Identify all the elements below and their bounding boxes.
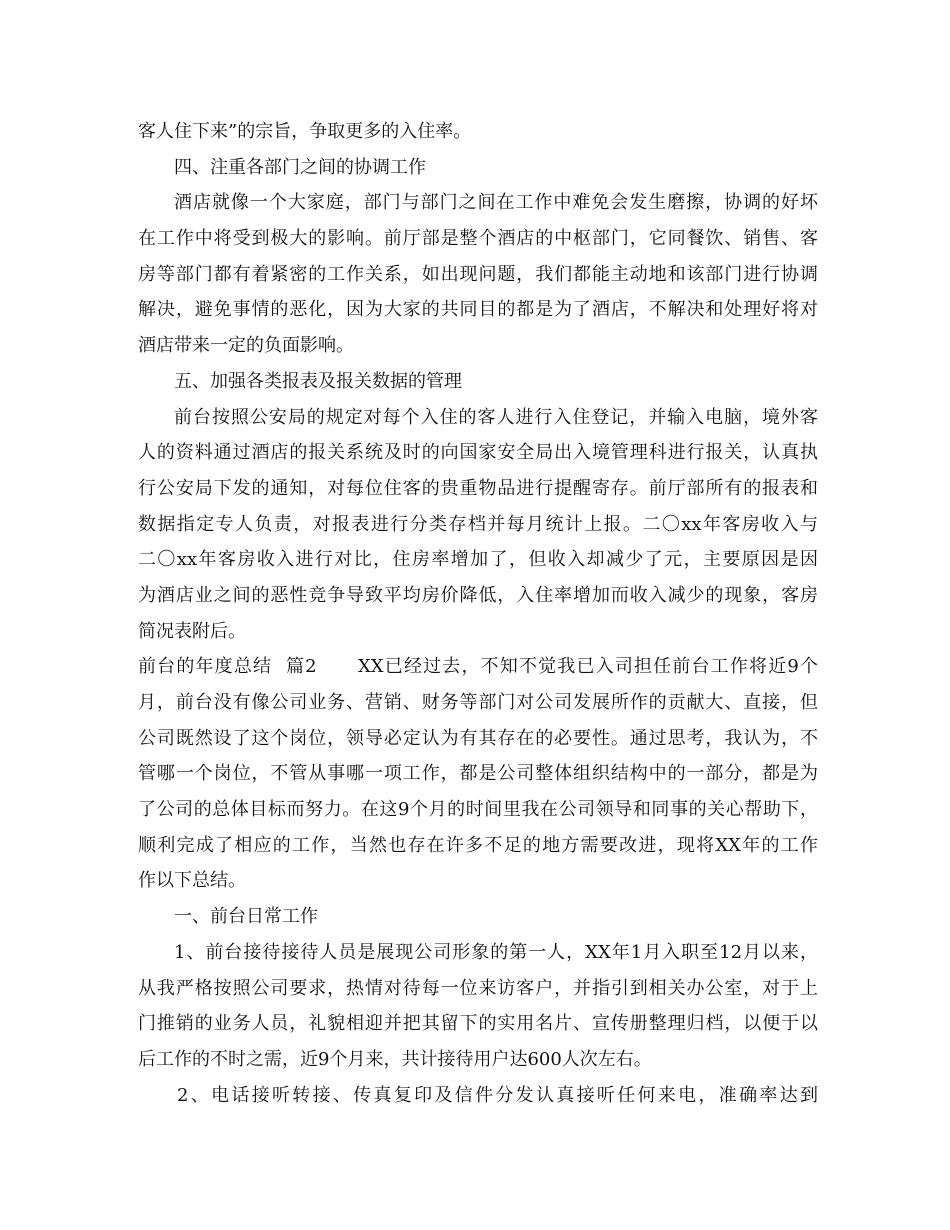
paragraph-line: 数据指定专人负责，对报表进行分类存档并每月统计上报。二〇xx年客房收入与 xyxy=(138,513,818,535)
paragraph-line: 酒店带来一定的负面影响。 xyxy=(138,335,354,357)
paragraph-line: 为酒店业之间的恶性竞争导致平均房价降低，入住率增加而收入减少的现象，客房 xyxy=(138,584,818,606)
paragraph-line: 酒店就像一个大家庭，部门与部门之间在工作中难免会发生磨擦，协调的好坏 xyxy=(174,192,818,214)
paragraph-line: 作以下总结。 xyxy=(138,870,246,892)
paragraph-line: 门推销的业务人员，礼貌相迎并把其留下的实用名片、宣传册整理归档，以便于以 xyxy=(138,1013,818,1035)
paragraph-line: 解决，避免事情的恶化，因为大家的共同目的都是为了酒店，不解决和处理好将对 xyxy=(138,299,818,321)
section-heading: 一、前台日常工作 xyxy=(174,906,318,928)
paragraph-line: 在工作中将受到极大的影响。前厅部是整个酒店的中枢部门，它同餐饮、销售、客 xyxy=(138,228,818,250)
paragraph-line: 人的资料通过酒店的报关系统及时的向国家安全局出入境管理科进行报关，认真执 xyxy=(138,442,818,464)
document-body xyxy=(138,114,818,1113)
paragraph-line: 房等部门都有着紧密的工作关系，如出现问题，我们都能主动地和该部门进行协调 xyxy=(138,263,818,285)
article-title-line: 前台的年度总结 篇2 XX已经过去，不知不觉我已入司担任前台工作将近9个 xyxy=(138,656,818,678)
paragraph-line: 前台按照公安局的规定对每个入住的客人进行入住登记，并输入电脑，境外客 xyxy=(174,406,818,428)
section-heading: 四、注重各部门之间的协调工作 xyxy=(174,156,426,178)
paragraph-line: 2、电话接听转接、传真复印及信件分发认真接听任何来电，准确率达到 xyxy=(177,1084,818,1106)
section-heading: 五、加强各类报表及报关数据的管理 xyxy=(174,370,462,392)
paragraph-line: 从我严格按照公司要求，热情对待每一位来访客户，并指引到相关办公室，对于上 xyxy=(138,977,818,999)
paragraph-line: 顺利完成了相应的工作，当然也存在许多不足的地方需要改进，现将XX年的工作 xyxy=(138,834,818,856)
paragraph-line: 客人住下来”的宗旨，争取更多的入住率。 xyxy=(138,121,472,142)
paragraph-line: 1、前台接待接待人员是展现公司形象的第一人，XX年1月入职至12月以来， xyxy=(174,941,818,963)
paragraph-line: 行公安局下发的通知，对每位住客的贵重物品进行提醒寄存。前厅部所有的报表和 xyxy=(138,477,818,499)
paragraph-line: 后工作的不时之需，近9个月来，共计接待用户达600人次左右。 xyxy=(138,1048,652,1070)
paragraph-line: 管哪一个岗位，不管从事哪一项工作，都是公司整体组织结构中的一部分，都是为 xyxy=(138,763,818,785)
paragraph-line: 月，前台没有像公司业务、营销、财务等部门对公司发展所作的贡献大、直接，但 xyxy=(138,692,818,713)
paragraph-line: 二〇xx年客房收入进行对比，住房率增加了，但收入却减少了元，主要原因是因 xyxy=(138,549,818,571)
paragraph-line: 公司既然设了这个岗位，领导必定认为有其存在的必要性。通过思考，我认为，不 xyxy=(138,727,818,749)
paragraph-line: 了公司的总体目标而努力。在这9个月的时间里我在公司领导和同事的关心帮助下， xyxy=(138,799,818,821)
paragraph-line: 简况表附后。 xyxy=(138,620,246,642)
